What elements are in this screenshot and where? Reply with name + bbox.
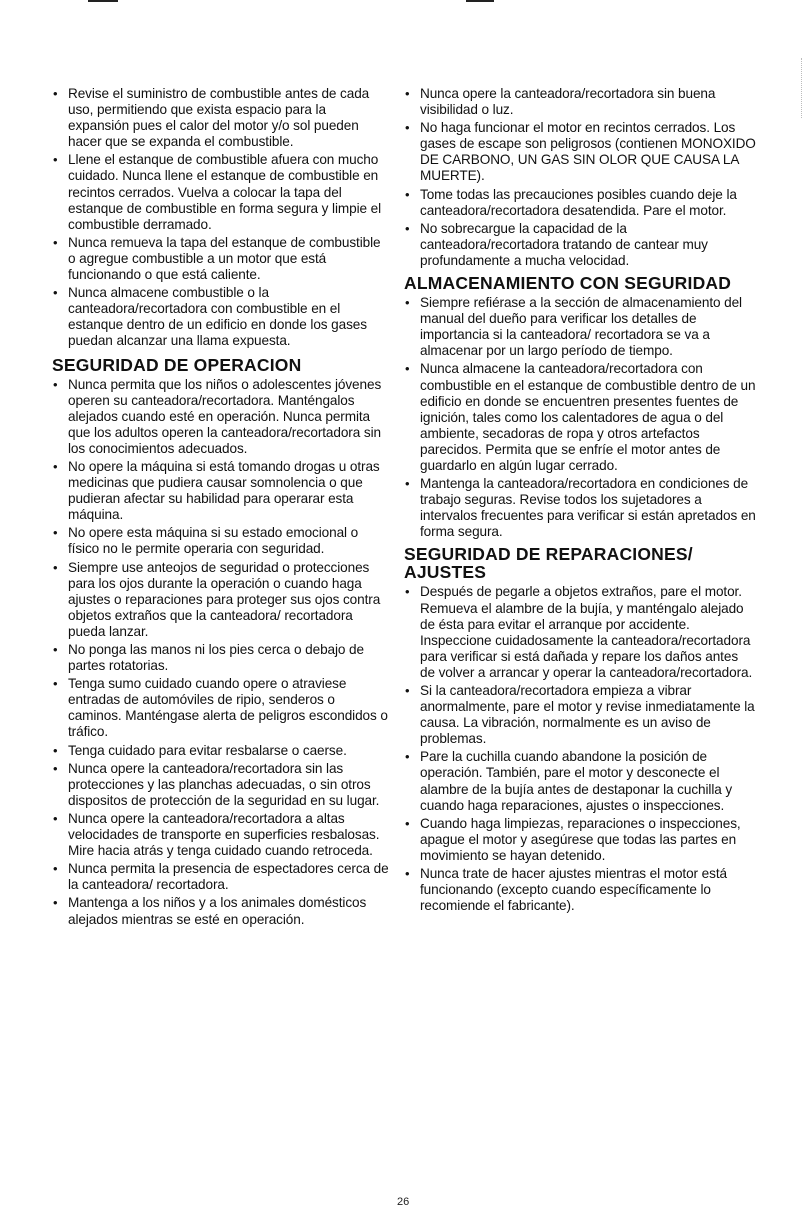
list-item: • Nunca almacene la canteadora/recortadora con combustible en el estanque de combustible dentro de un edificio en donde se encuentren presentes fuentes de ignición, tales como los calentadores de agua o del ambiente, secadoras de ropa y otros artefactos parecidos. Permita que se enfríe el motor antes de guardarlo en algún lugar cerrado. — [404, 361, 756, 474]
list-item: • No opere la máquina si está tomando drogas u otras medicinas que pudiera causar somnolencia o que pudieran afectar su habilidad para operarar esta máquina. — [52, 459, 390, 523]
list-item: • Revise el suministro de combustible antes de cada uso, permitiendo que exista espacio para la expansión pues el calor del motor y/o sol pueden hacer que se expanda el combustible. — [52, 86, 390, 150]
general-safety-list — [404, 86, 756, 269]
page-number: 26 — [397, 1196, 410, 1208]
page-edge-mark — [799, 58, 802, 118]
list-item: • Nunca opere la canteadora/recortadora sin las protecciones y las planchas adecuadas, o sin otros dispositos de protección de la seguridad en su lugar. — [52, 761, 390, 809]
list-item: • Nunca almacene combustible o la canteadora/recortadora con combustible en el estanque dentro de un edificio en donde los gases puedan alcanzar una llama expuesta. — [52, 285, 390, 349]
section-heading-reparaciones: SEGURIDAD DE REPARACIONES/ AJUSTES — [404, 544, 693, 583]
list-item: • Nunca trate de hacer ajustes mientras el motor está funcionando (excepto cuando específicamente lo recomiende el fabricante). — [404, 866, 756, 914]
list-item: • Cuando haga limpiezas, reparaciones o inspecciones, apague el motor y asegúrese que todas las partes en movimiento se hayan detenido. — [404, 816, 756, 864]
list-item: • Tome todas las precauciones posibles cuando deje la canteadora/recortadora desatendida. Pare el motor. — [404, 187, 756, 219]
repair-safety-list — [404, 584, 756, 914]
top-rule-right — [466, 0, 494, 2]
list-item: • Nunca permita la presencia de espectadores cerca de la canteadora/ recortadora. — [52, 861, 390, 893]
operation-safety-list — [52, 377, 390, 928]
list-item: • Tenga cuidado para evitar resbalarse o caerse. — [52, 743, 390, 759]
list-item: • Siempre use anteojos de seguridad o protecciones para los ojos durante la operación o cuando haga ajustes o reparaciones para proteger sus ojos contra objetos extraños que la canteadora/ recortadora pueda lanzar. — [52, 560, 390, 640]
list-item: • No ponga las manos ni los pies cerca o debajo de partes rotatorias. — [52, 642, 390, 674]
list-item: • Nunca opere la canteadora/recortadora sin buena visibilidad o luz. — [404, 86, 756, 118]
storage-safety-list — [404, 295, 756, 540]
left-column — [52, 86, 390, 930]
list-item: • Llene el estanque de combustible afuera con mucho cuidado. Nunca llene el estanque de combustible en recintos cerrados. Vuelva a colocar la tapa del estanque de combustible en forma segura y limpie el combustible derramado. — [52, 152, 390, 232]
section-heading-operacion: SEGURIDAD DE OPERACION — [52, 354, 302, 375]
list-item: • Nunca permita que los niños o adolescentes jóvenes operen su canteadora/recortadora. Manténgalos alejados cuando esté en operación. Nunca permita que los adultos operen la canteadora/recortadora sin los conocimientos adecuados. — [52, 377, 390, 457]
list-item: • Siempre refiérase a la sección de almacenamiento del manual del dueño para verificar los detalles de importancia si la canteadora/ recortadora se va a almacenar por un largo período de tiempo. — [404, 295, 756, 359]
list-item: • No haga funcionar el motor en recintos cerrados. Los gases de escape son peligrosos (contienen MONOXIDO DE CARBONO, UN GAS SIN OLOR QUE CAUSA LA MUERTE). — [404, 120, 756, 184]
list-item: • Pare la cuchilla cuando abandone la posición de operación. También, pare el motor y desconecte el alambre de la bujía antes de destaponar la cuchilla y cuando haga reparaciones, ajustes o inspecciones. — [404, 749, 756, 813]
list-item: • Nunca remueva la tapa del estanque de combustible o agregue combustible a un motor que está funcionando o que está caliente. — [52, 235, 390, 283]
list-item: • Mantenga a los niños y a los animales domésticos alejados mientras se esté en operación. — [52, 895, 390, 927]
list-item: • Después de pegarle a objetos extraños, pare el motor. Remueva el alambre de la bujía, y manténgalo alejado de ésta para evitar el arranque por accidente. Inspeccione cuidadosamente la canteadora/recortadora para verificar si está dañada y repare los daños antes de volver a arrancar y operar la canteadora/recortadora. — [404, 584, 756, 681]
section-heading-almacenamiento: ALMACENAMIENTO CON SEGURIDAD — [404, 273, 732, 294]
list-item: • Tenga sumo cuidado cuando opere o atraviese entradas de automóviles de ripio, senderos o caminos. Manténgase alerta de peligros escondidos o tráfico. — [52, 676, 390, 740]
list-item: • No opere esta máquina si su estado emocional o físico no le permite operaria con seguridad. — [52, 525, 390, 557]
list-item: • Si la canteadora/recortadora empieza a vibrar anormalmente, pare el motor y revise inmediatamente la causa. La vibración, normalmente es un aviso de problemas. — [404, 683, 756, 747]
top-rule-left — [88, 0, 118, 2]
list-item: • Nunca opere la canteadora/recortadora a altas velocidades de transporte en superficies resbalosas. Mire hacia atrás y tenga cuidado cuando retroceda. — [52, 811, 390, 859]
list-item: • Mantenga la canteadora/recortadora en condiciones de trabajo seguras. Revise todos los sujetadores a intervalos frecuentes para verificar si están apretados en forma segura. — [404, 476, 756, 540]
fuel-safety-list — [52, 86, 390, 350]
list-item: • No sobrecargue la capacidad de la canteadora/recortadora tratando de cantear muy profundamente a mucha velocidad. — [404, 221, 756, 269]
right-column — [404, 86, 756, 916]
